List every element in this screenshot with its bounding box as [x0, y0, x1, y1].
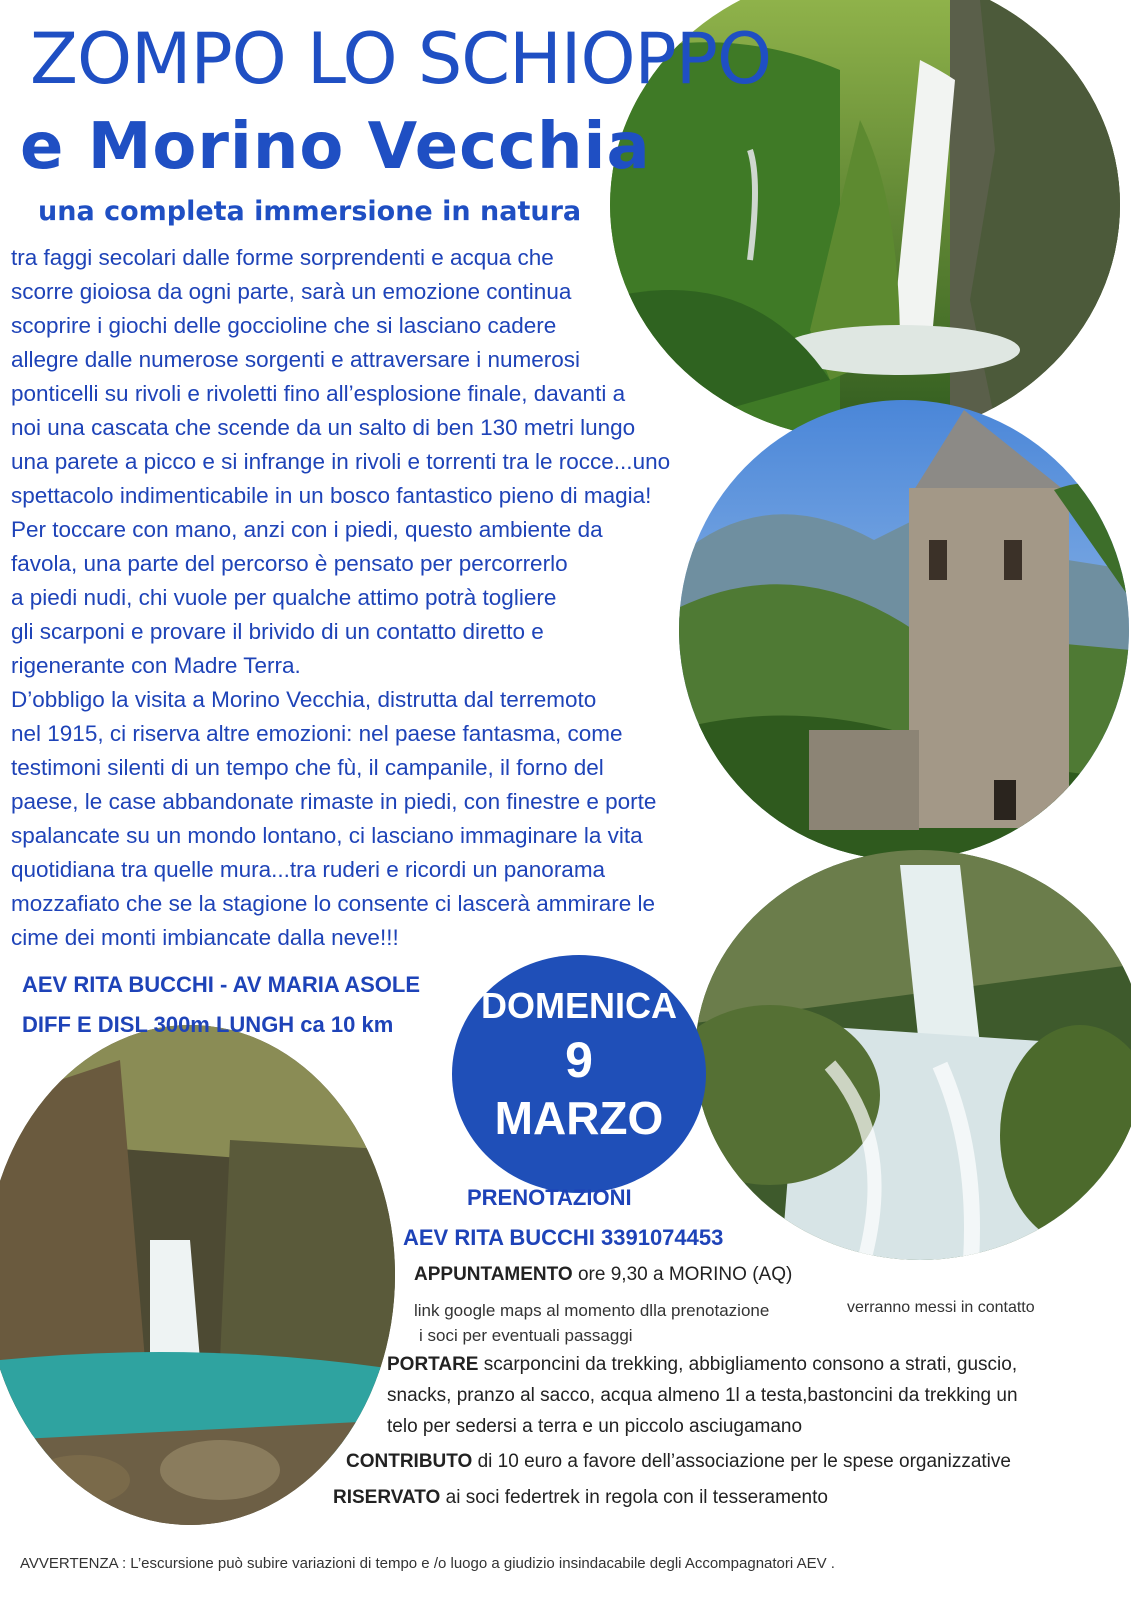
description-line: quotidiana tra quelle mura...tra ruderi e ricordi un panorama	[11, 857, 606, 882]
description-line: testimoni silenti di un tempo che fù, il campanile, il forno del	[11, 755, 604, 780]
bring-text-1: scarponcini da trekking, abbigliamento consono a strati, guscio,	[478, 1354, 1018, 1375]
description-text	[11, 241, 751, 955]
description-line: Per toccare con mano, anzi con i piedi, questo ambiente da	[11, 517, 603, 542]
description-line: scorre gioiosa da ogni parte, sarà un emozione continua	[11, 279, 572, 304]
maps-note: link google maps al momento dlla prenotazione	[414, 1301, 770, 1320]
page-subtitle: una completa immersione in natura	[38, 196, 582, 227]
description-line: favola, una parte del percorso è pensato per percorrerlo	[11, 551, 568, 576]
disclaimer: AVVERTENZA : L’escursione può subire variazioni di tempo e /o luogo a giudizio insindacabile degli Accompagnatori AEV .	[20, 1555, 835, 1572]
rides-note: i soci per eventuali passaggi	[419, 1326, 633, 1345]
description-line: cime dei monti imbiancate dalla neve!!!	[11, 925, 399, 950]
booking-label: PRENOTAZIONI	[467, 1185, 632, 1210]
contact-note: verranno messi in contatto	[847, 1299, 1035, 1316]
description-line: gli scarponi e provare il brivido di un contatto diretto e	[11, 619, 544, 644]
description-line: scoprire i giochi delle goccioline che si lasciano cadere	[11, 313, 557, 338]
page-title: ZOMPO LO SCHIOPPO	[30, 18, 772, 100]
description-line: rigenerante con Madre Terra.	[11, 653, 301, 678]
pool-waterfall-photo	[0, 1020, 400, 1530]
bring-text-3: telo per sedersi a terra e un piccolo asciugamano	[387, 1416, 803, 1437]
description-line: nel 1915, ci riserva altre emozioni: nel paese fantasma, come	[11, 721, 623, 746]
description-line: tra faggi secolari dalle forme sorprendenti e acqua che	[11, 245, 554, 270]
description-line: allegre dalle numerose sorgenti e attraversare i numerosi	[11, 347, 581, 372]
page-title-secondary: e Morino Vecchia	[20, 110, 651, 184]
description-line: ponticelli su rivoli e rivoletti fino all’esplosione finale, davanti a	[11, 381, 626, 406]
date-day: 9	[565, 1032, 593, 1088]
bring-label: PORTARE	[387, 1354, 479, 1375]
description-line: noi una cascata che scende da un salto di ben 130 metri lungo	[11, 415, 636, 440]
bring-info	[387, 1354, 1017, 1376]
description-line: paese, le case abbandonate rimaste in piedi, con finestre e porte	[11, 789, 657, 814]
fee-info	[346, 1451, 1011, 1473]
reserved-info	[333, 1487, 828, 1509]
reserved-label: RISERVATO	[333, 1487, 441, 1508]
description-line: mozzafiato che se la stagione lo consente ci lascerà ammirare le	[11, 891, 656, 916]
description-line: a piedi nudi, chi vuole per qualche attimo potrà togliere	[11, 585, 557, 610]
bring-text-2: snacks, pranzo al sacco, acqua almeno 1l a testa,bastoncini da trekking un	[387, 1385, 1018, 1406]
date-badge	[452, 955, 706, 1193]
description-line: una parete a picco e si infrange in rivoli e torrenti tra le rocce...uno	[11, 449, 671, 474]
appointment-info	[414, 1264, 792, 1286]
booking-contact: AEV RITA BUCCHI 3391074453	[403, 1225, 724, 1250]
fee-text: di 10 euro a favore dell’associazione per le spese organizzative	[472, 1451, 1011, 1472]
appointment-label: APPUNTAMENTO	[414, 1264, 573, 1285]
date-month: MARZO	[494, 1092, 664, 1144]
guides-info	[22, 965, 420, 1045]
fee-label: CONTRIBUTO	[346, 1451, 473, 1472]
description-line: spalancate su un mondo lontano, ci lasciano immaginare la vita	[11, 823, 643, 848]
appointment-text: ore 9,30 a MORINO (AQ)	[572, 1264, 793, 1285]
description-line: D’obbligo la visita a Morino Vecchia, distrutta dal terremoto	[11, 687, 597, 712]
guides-names: AEV RITA BUCCHI - AV MARIA ASOLE	[22, 972, 421, 997]
reserved-text: ai soci federtrek in regola con il tesseramento	[440, 1487, 828, 1508]
date-day-name: DOMENICA	[481, 985, 677, 1026]
route-stats: DIFF E DISL 300m LUNGH ca 10 km	[22, 1012, 394, 1037]
description-line: spettacolo indimenticabile in un bosco fantastico pieno di magia!	[11, 483, 652, 508]
